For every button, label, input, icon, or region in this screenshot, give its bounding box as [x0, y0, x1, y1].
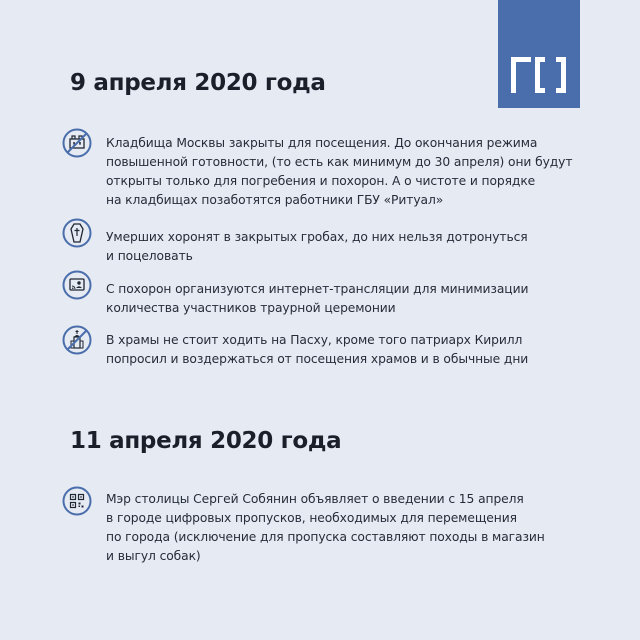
no-church-icon: [62, 325, 92, 355]
list-item-text: Кладбища Москвы закрыты для посещения. До окончания режима повышенной готовности, (то есть как минимум до 30 апреля) они будут открыты только для погребения и похорон. А о чистоте и порядке на кладбищах позаботятся работники ГБУ «Ритуал»: [106, 136, 573, 207]
list-item-text: Умерших хоронят в закрытых гробах, до них нельзя дотронуться и поцеловать: [106, 230, 528, 263]
list-item-text: В храмы не стоит ходить на Пасху, кроме того патриарх Кирилл попросил и воздержаться от посещения храмов и в обычные дни: [106, 333, 529, 366]
list-item-text: С похорон организуются интернет-трансляции для минимизации количества участников траурной церемонии: [106, 282, 529, 315]
video-stream-icon: [62, 270, 92, 300]
coffin-icon: [62, 218, 92, 248]
go-logo-icon: [498, 0, 580, 108]
qr-code-icon: [62, 486, 92, 516]
go-logo: [498, 0, 580, 108]
no-cemetery-icon: [62, 128, 92, 158]
list-item-text: Мэр столицы Сергей Собянин объявляет о введении с 15 апреля в городе цифровых пропусков, необходимых для перемещения по города (исключение для пропуска составляют походы в магазин и выгул собак): [106, 492, 545, 563]
section-2-heading: 11 апреля 2020 года: [70, 428, 342, 454]
section-1-heading: 9 апреля 2020 года: [70, 70, 326, 96]
